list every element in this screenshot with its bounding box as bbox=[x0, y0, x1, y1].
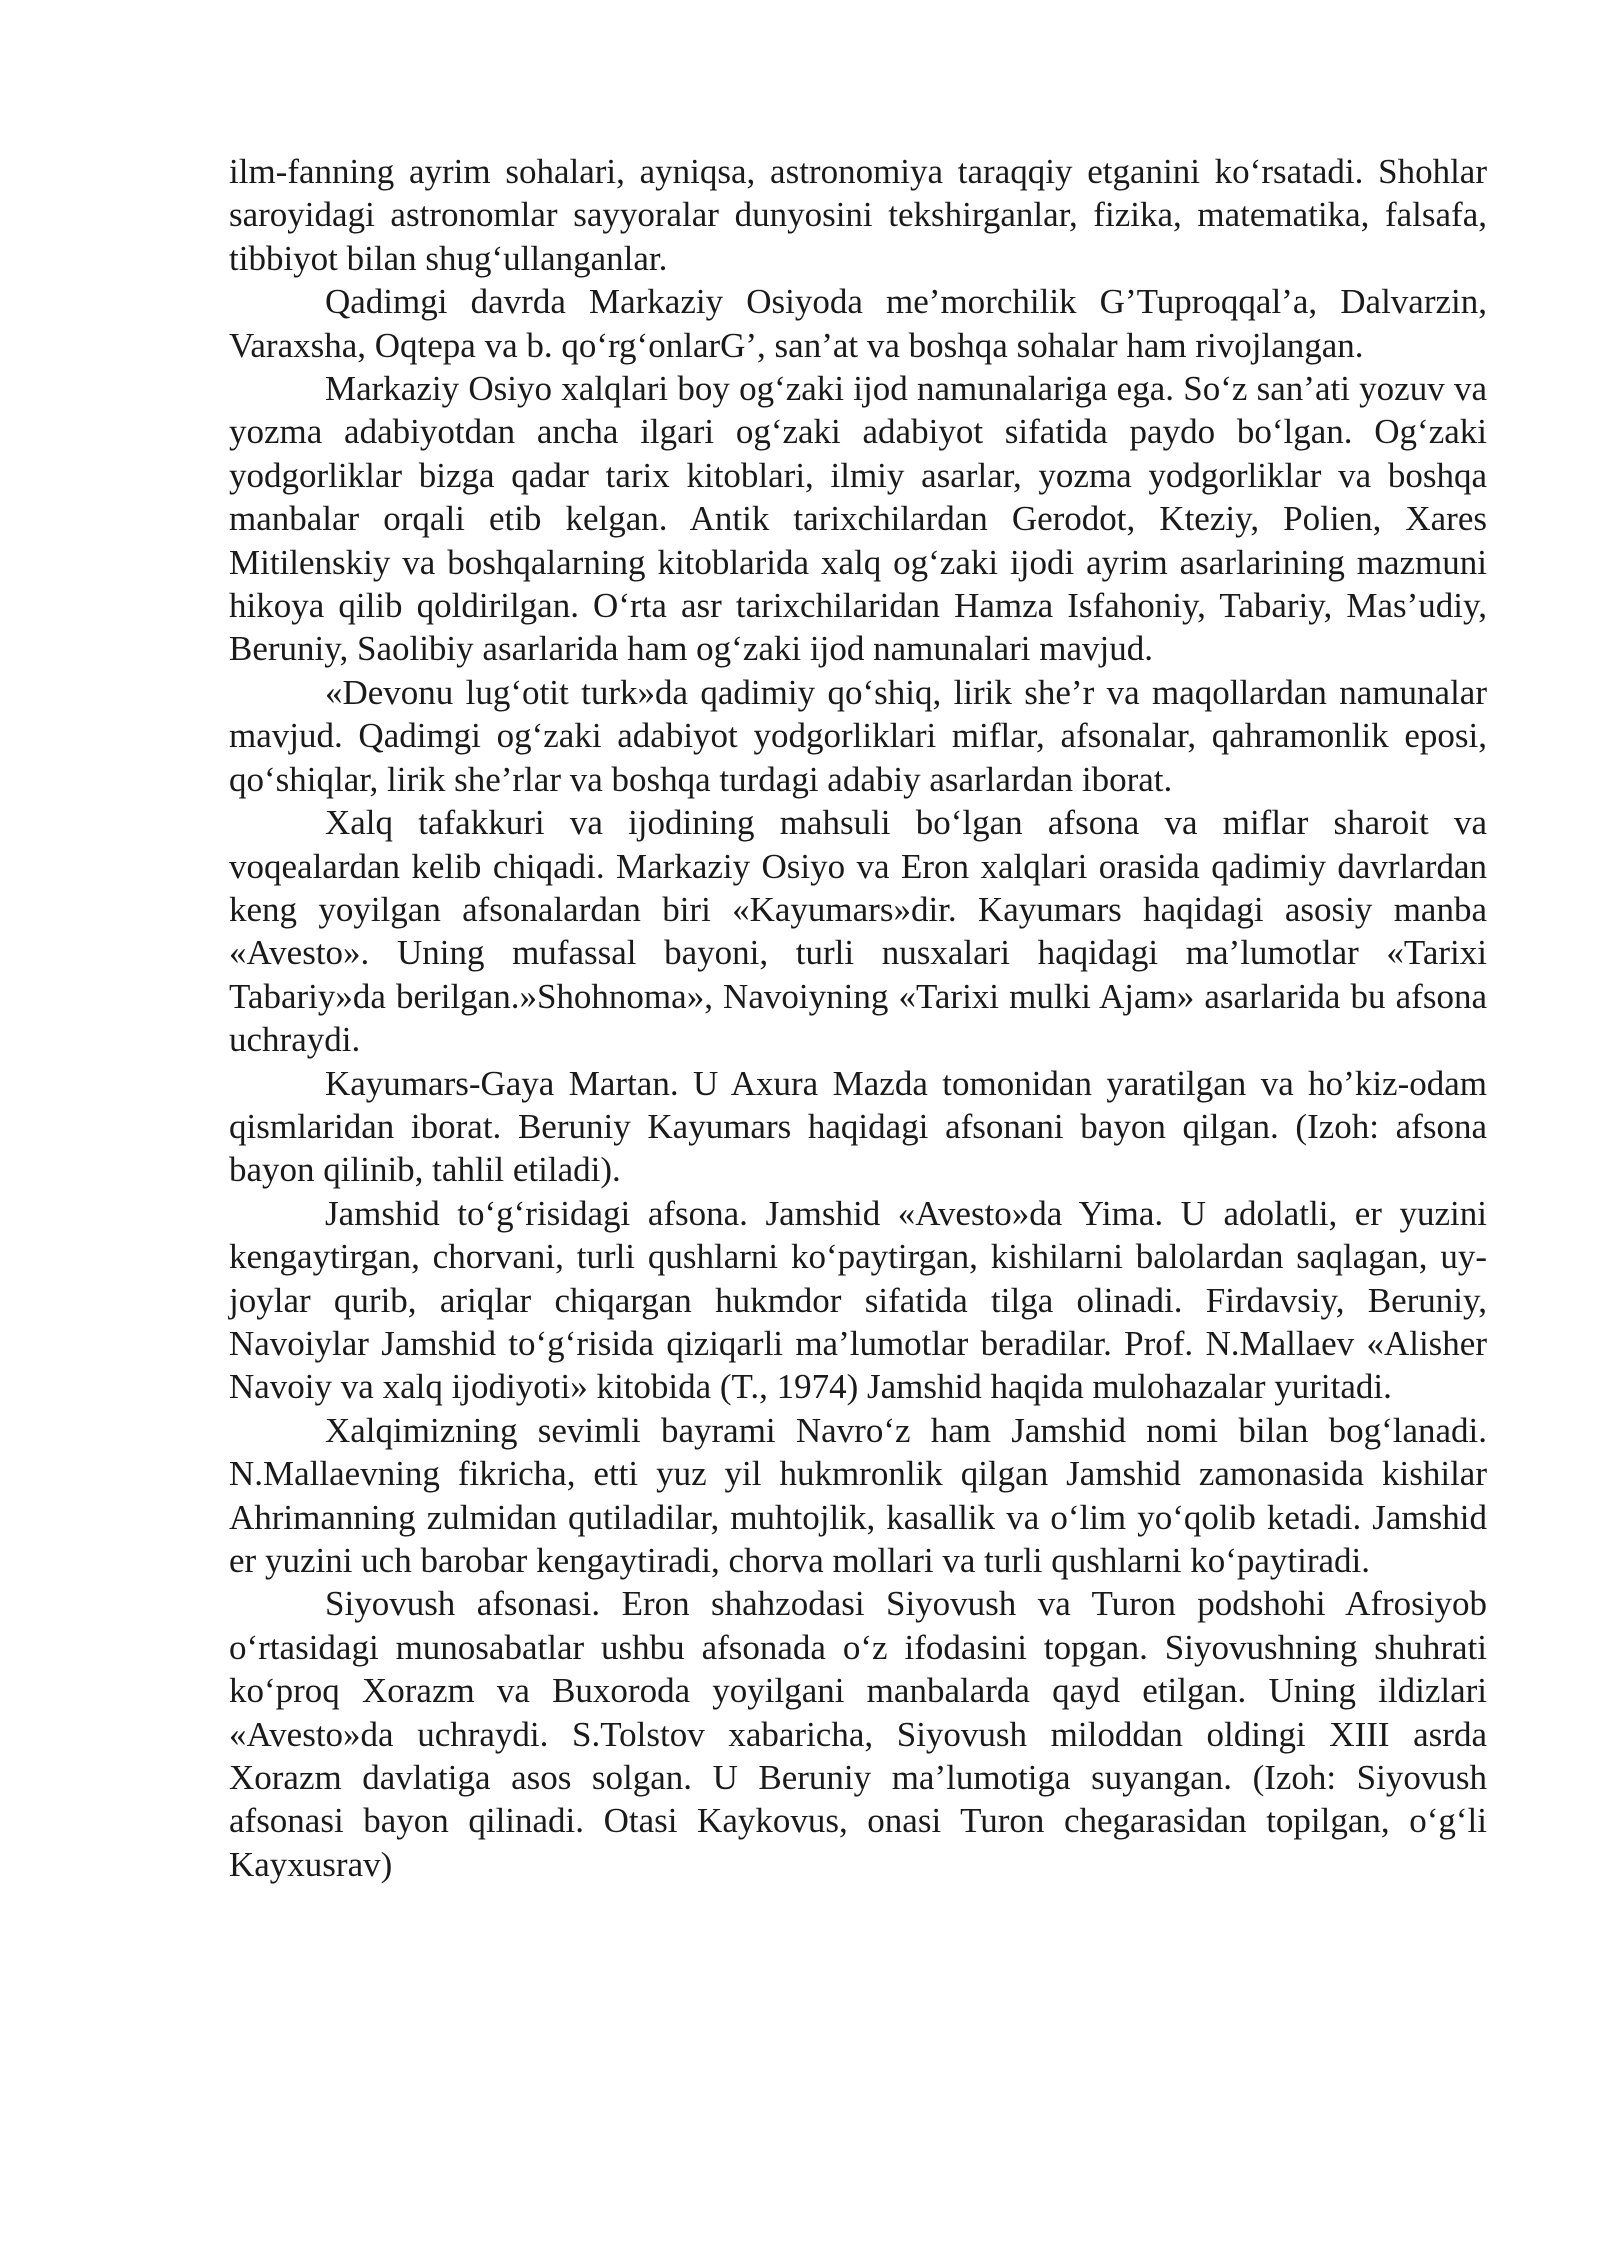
paragraph: Xalq tafakkuri va ijodining mahsuli bo‘lgan afsona va miflar sharoit va voqealardan kelib chiqadi. Markaziy Osiyo va Eron xalqlari orasida qadimiy davrlardan keng yoyilgan afsonalardan biri «Kayumars»dir. Kayumars haqidagi asosiy manba «Avesto». Uning mufassal bayoni, turli nusxalari haqidagi ma’lumotlar «Tarixi Tabariy»da berilgan.»Shohnoma», Navoiyning «Tarixi mulki Ajam» asarlarida bu afsona uchraydi. bbox=[229, 803, 1487, 1060]
document-page bbox=[229, 150, 1487, 1886]
paragraph: Kayumars-Gaya Martan. U Axura Mazda tomonidan yaratilgan va ho’kiz-odam qismlaridan iborat. Beruniy Kayumars haqidagi afsonani bayon qilgan. (Izoh: afsona bayon qilinib, tahlil etiladi). bbox=[229, 1063, 1487, 1190]
paragraph: ilm-fanning ayrim sohalari, ayniqsa, astronomiya taraqqiy etganini ko‘rsatadi. Shohlar saroyidagi astronomlar sayyoralar dunyosini tekshirganlar, fizika, matematika, falsafa, tibbiyot bilan shug‘ullanganlar. bbox=[229, 152, 1487, 278]
paragraph: Siyovush afsonasi. Eron shahzodasi Siyovush va Turon podshohi Afrosiyob o‘rtasidagi munosabatlar ushbu afsonada o‘z ifodasini topgan. Siyovushning shuhrati ko‘proq Xorazm va Buxoroda yoyilgani manbalarda qayd etilgan. Uning ildizlari «Avesto»da uchraydi. S.Tolstov xabaricha, Siyovush miloddan oldingi XIII asrda Xorazm davlatiga asos solgan. U Beruniy ma’lumotiga suyangan. (Izoh: Siyovush afsonasi bayon qilinadi. Otasi Kaykovus, onasi Turon chegarasidan topilgan, o‘g‘li Kayxusrav) bbox=[229, 1584, 1487, 1884]
paragraph: Qadimgi davrda Markaziy Osiyoda me’morchilik G’Tuproqqal’a, Dalvarzin, Varaxsha, Oqtepa va b. qo‘rg‘onlarG’, san’at va boshqa sohalar ham rivojlangan. bbox=[229, 282, 1487, 365]
paragraph: Jamshid to‘g‘risidagi afsona. Jamshid «Avesto»da Yima. U adolatli, er yuzini kengaytirgan, chorvani, turli qushlarni ko‘paytirgan, kishilarni balolardan saqlagan, uy-joylar qurib, ariqlar chiqargan hukmdor sifatida tilga olinadi. Firdavsiy, Beruniy, Navoiylar Jamshid to‘g‘risida qiziqarli ma’lumotlar beradilar. Prof. N.Mallaev «Alisher Navoiy va xalq ijodiyoti» kitobida (T., 1974) Jamshid haqida mulohazalar yuritadi. bbox=[229, 1193, 1487, 1407]
paragraph: Xalqimizning sevimli bayrami Navro‘z ham Jamshid nomi bilan bog‘lanadi. N.Mallaevning fikricha, etti yuz yil hukmronlik qilgan Jamshid zamonasida kishilar Ahrimanning zulmidan qutiladilar, muhtojlik, kasallik va o‘lim yo‘qolib ketadi. Jamshid er yuzini uch barobar kengaytiradi, chorva mollari va turli qushlarni ko‘paytiradi. bbox=[229, 1410, 1487, 1580]
paragraph: «Devonu lug‘otit turk»da qadimiy qo‘shiq, lirik she’r va maqollardan namunalar mavjud. Qadimgi og‘zaki adabiyot yodgorliklari miflar, afsonalar, qahramonlik eposi, qo‘shiqlar, lirik she’rlar va boshqa turdagi adabiy asarlardan iborat. bbox=[229, 672, 1487, 799]
paragraph: Markaziy Osiyo xalqlari boy og‘zaki ijod namunalariga ega. So‘z san’ati yozuv va yozma adabiyotdan ancha ilgari og‘zaki adabiyot sifatida paydo bo‘lgan. Og‘zaki yodgorliklar bizga qadar tarix kitoblari, ilmiy asarlar, yozma yodgorliklar va boshqa manbalar orqali etib kelgan. Antik tarixchilardan Gerodot, Kteziy, Polien, Xares Mitilenskiy va boshqalarning kitoblarida xalq og‘zaki ijodi ayrim asarlarining mazmuni hikoya qilib qoldirilgan. O‘rta asr tarixchilaridan Hamza Isfahoniy, Tabariy, Mas’udiy, Beruniy, Saolibiy asarlarida ham og‘zaki ijod namunalari mavjud. bbox=[229, 369, 1487, 669]
